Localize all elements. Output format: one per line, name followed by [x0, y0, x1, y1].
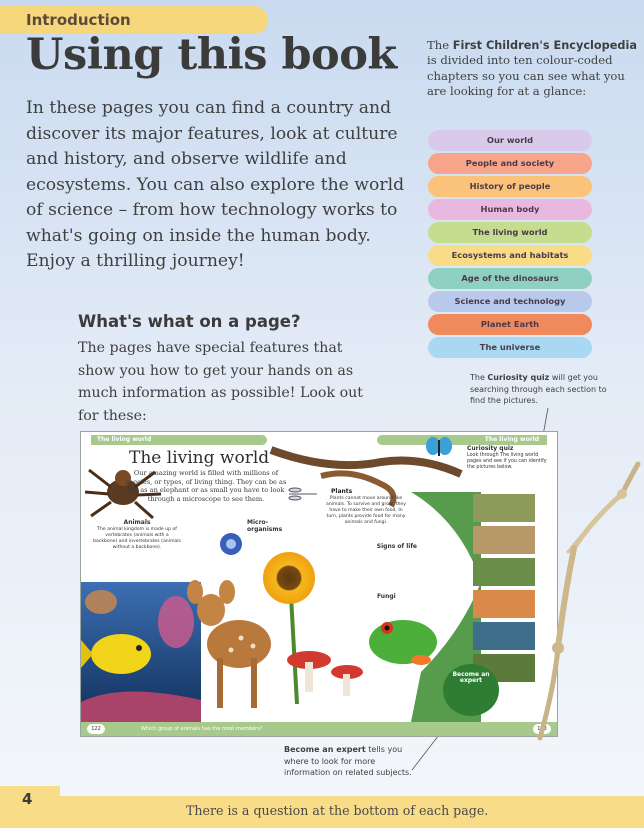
- spread-intro: Our amazing world is filled with millions of species, or types, of living thing. They can be as big as an elephant or as small you have to look through a microscope to see them.: [125, 469, 287, 503]
- mushroom-icon: [287, 651, 363, 696]
- chapter-pill: Ecosystems and habitats: [428, 245, 592, 266]
- chapter-pill: Planet Earth: [428, 314, 592, 335]
- dragonfly-icon: [289, 488, 317, 500]
- skeleton-arm-image: [534, 458, 644, 758]
- chapter-pill: Human body: [428, 199, 592, 220]
- page-number: 4: [22, 790, 33, 808]
- fungi-head: Fungi: [377, 593, 396, 600]
- sunflower-icon: [263, 552, 315, 604]
- quiz-thumbnail-1: [473, 494, 535, 522]
- spread-page-right: 123: [533, 724, 551, 734]
- chapter-pill: The living world: [428, 222, 592, 243]
- chapter-pill: History of people: [428, 176, 592, 197]
- become-expert-note: [284, 744, 414, 779]
- curiosity-note-suffix: will get you searching through each section to find the pictures.: [470, 373, 607, 405]
- page-title: Using this book: [26, 30, 397, 80]
- curiosity-quiz-note: [470, 372, 610, 407]
- animals-caption: [93, 520, 181, 551]
- spread-title: The living world: [129, 448, 270, 468]
- chapter-pill: Age of the dinosaurs: [428, 268, 592, 289]
- micro-organisms-caption: [247, 520, 303, 534]
- whats-what-text: The pages have special features that show you how to get your hands on as much information as possible! Look out for these:: [78, 340, 363, 424]
- butterfly-icon: [426, 437, 452, 456]
- spread-header-left: The living world: [91, 435, 267, 445]
- spread-header-right: The living world: [377, 435, 547, 445]
- spread-page-left: 122: [87, 724, 105, 734]
- quiz-thumbnail-2: [473, 526, 535, 554]
- curiosity-note-bold: Curiosity quiz: [487, 373, 550, 382]
- book-title: First Children's Encyclopedia: [452, 39, 638, 52]
- fungi-caption: [377, 594, 417, 601]
- quiz-text: Look through The living world pages and see if you can identify the pictures below.: [467, 453, 547, 470]
- animals-text: The animal kingdom is made up of vertebrates (animals with a backbone) and invertebrates (animals without a backbone).: [93, 527, 181, 550]
- animals-head: Animals: [123, 519, 151, 526]
- plants-head: Plants: [331, 488, 353, 495]
- intro-paragraph: In these pages you can find a country and discover its major features, look at culture and history, and observe wildlife and ecosystems. You can also explore the world of science – from how technology works to what's going on inside the human body. Enjoy a thrilling journey!: [26, 98, 405, 271]
- spread-bottom-bar: Which group of animals has the most members?: [81, 722, 557, 736]
- whats-what-heading: What's what on a page?: [78, 312, 301, 331]
- quiz-head: Curiosity quiz: [467, 445, 514, 452]
- quiz-thumbnail-4: [473, 590, 535, 618]
- expert-head: Become an expert: [452, 671, 490, 685]
- section-tab: Introduction: [0, 6, 268, 34]
- curiosity-note-prefix: The: [470, 373, 488, 382]
- chapter-pill: Science and technology: [428, 291, 592, 312]
- chapter-pill: The universe: [428, 337, 592, 358]
- sample-page-spread: [80, 431, 558, 737]
- yellow-fish-icon: [91, 634, 151, 674]
- chapter-pill: People and society: [428, 153, 592, 174]
- expert-note-bold: Become an expert: [284, 745, 366, 754]
- chapter-pill: Our world: [428, 130, 592, 151]
- chapter-list: [428, 130, 592, 360]
- chapters-intro-suffix: is divided into ten colour-coded chapters so you can see what you are looking for at a glance:: [427, 53, 625, 99]
- chapters-intro: [427, 38, 637, 100]
- signs-head: Signs of life: [376, 543, 417, 550]
- expert-note-suffix: tells you where to look for more information on related subjects.: [284, 745, 412, 777]
- plants-text: Plants cannot move around like animals. To survive and grow, they have to make their own food. In turn, plants provide food for many animals and fungi.: [326, 496, 406, 525]
- footer-text: There is a question at the bottom of each page.: [186, 803, 489, 818]
- quiz-thumbnail-5: [473, 622, 535, 650]
- quiz-thumbnail-3: [473, 558, 535, 586]
- micro-head: Micro-organisms: [247, 519, 283, 533]
- signs-of-life-caption: [361, 544, 417, 551]
- chapters-intro-prefix: The: [427, 38, 453, 52]
- become-an-expert-bubble: [443, 664, 499, 716]
